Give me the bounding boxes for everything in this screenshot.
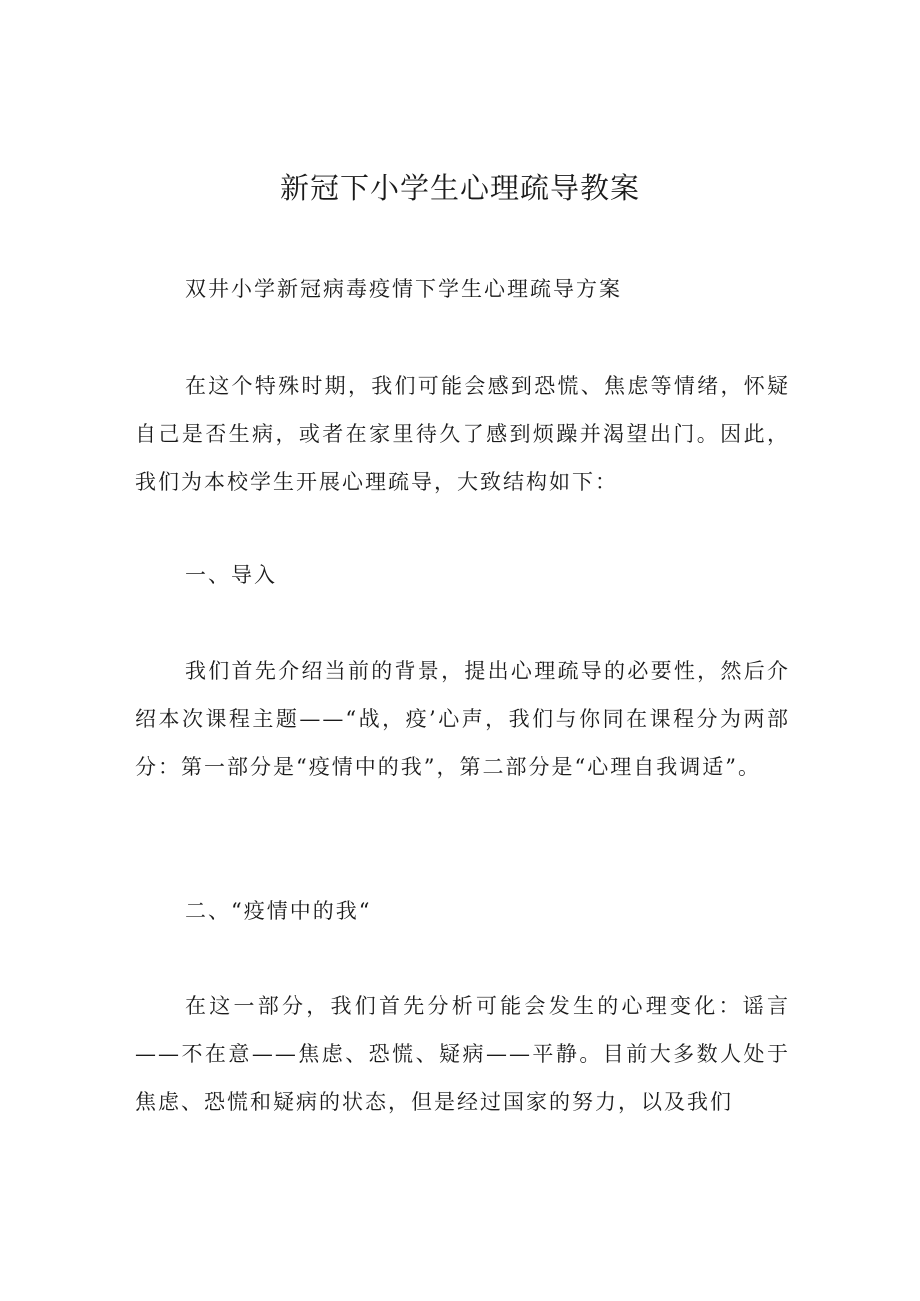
subtitle-paragraph: 双井小学新冠病毒疫情下学生心理疏导方案 <box>185 277 622 301</box>
section-heading-me-in-epidemic: 二、“疫情中的我“ <box>185 899 372 923</box>
document-title: 新冠下小学生心理疏导教案 <box>279 171 640 205</box>
intro-paragraph: 在这个特殊时期，我们可能会感到恐慌、焦虑等情绪，怀疑自己是否生病，或者在家里待久了感到烦躁并渴望出门。因此，我们为本校学生开展心理疏导，大致结构如下： <box>135 374 790 494</box>
me-in-epidemic-paragraph: 在这一部分，我们首先分析可能会发生的心理变化：谣言——不在意——焦虑、恐慌、疑病——平静。目前大多数人处于焦虑、恐慌和疑病的状态，但是经过国家的努力，以及我们 <box>135 994 790 1114</box>
section-heading-introduction: 一、导入 <box>185 563 277 587</box>
introduction-paragraph: 我们首先介绍当前的背景，提出心理疏导的必要性，然后介绍本次课程主题——“战，疫’心声，我们与你同在课程分为两部分：第一部分是“疫情中的我”，第二部分是“心理自我调适”。 <box>135 659 790 779</box>
